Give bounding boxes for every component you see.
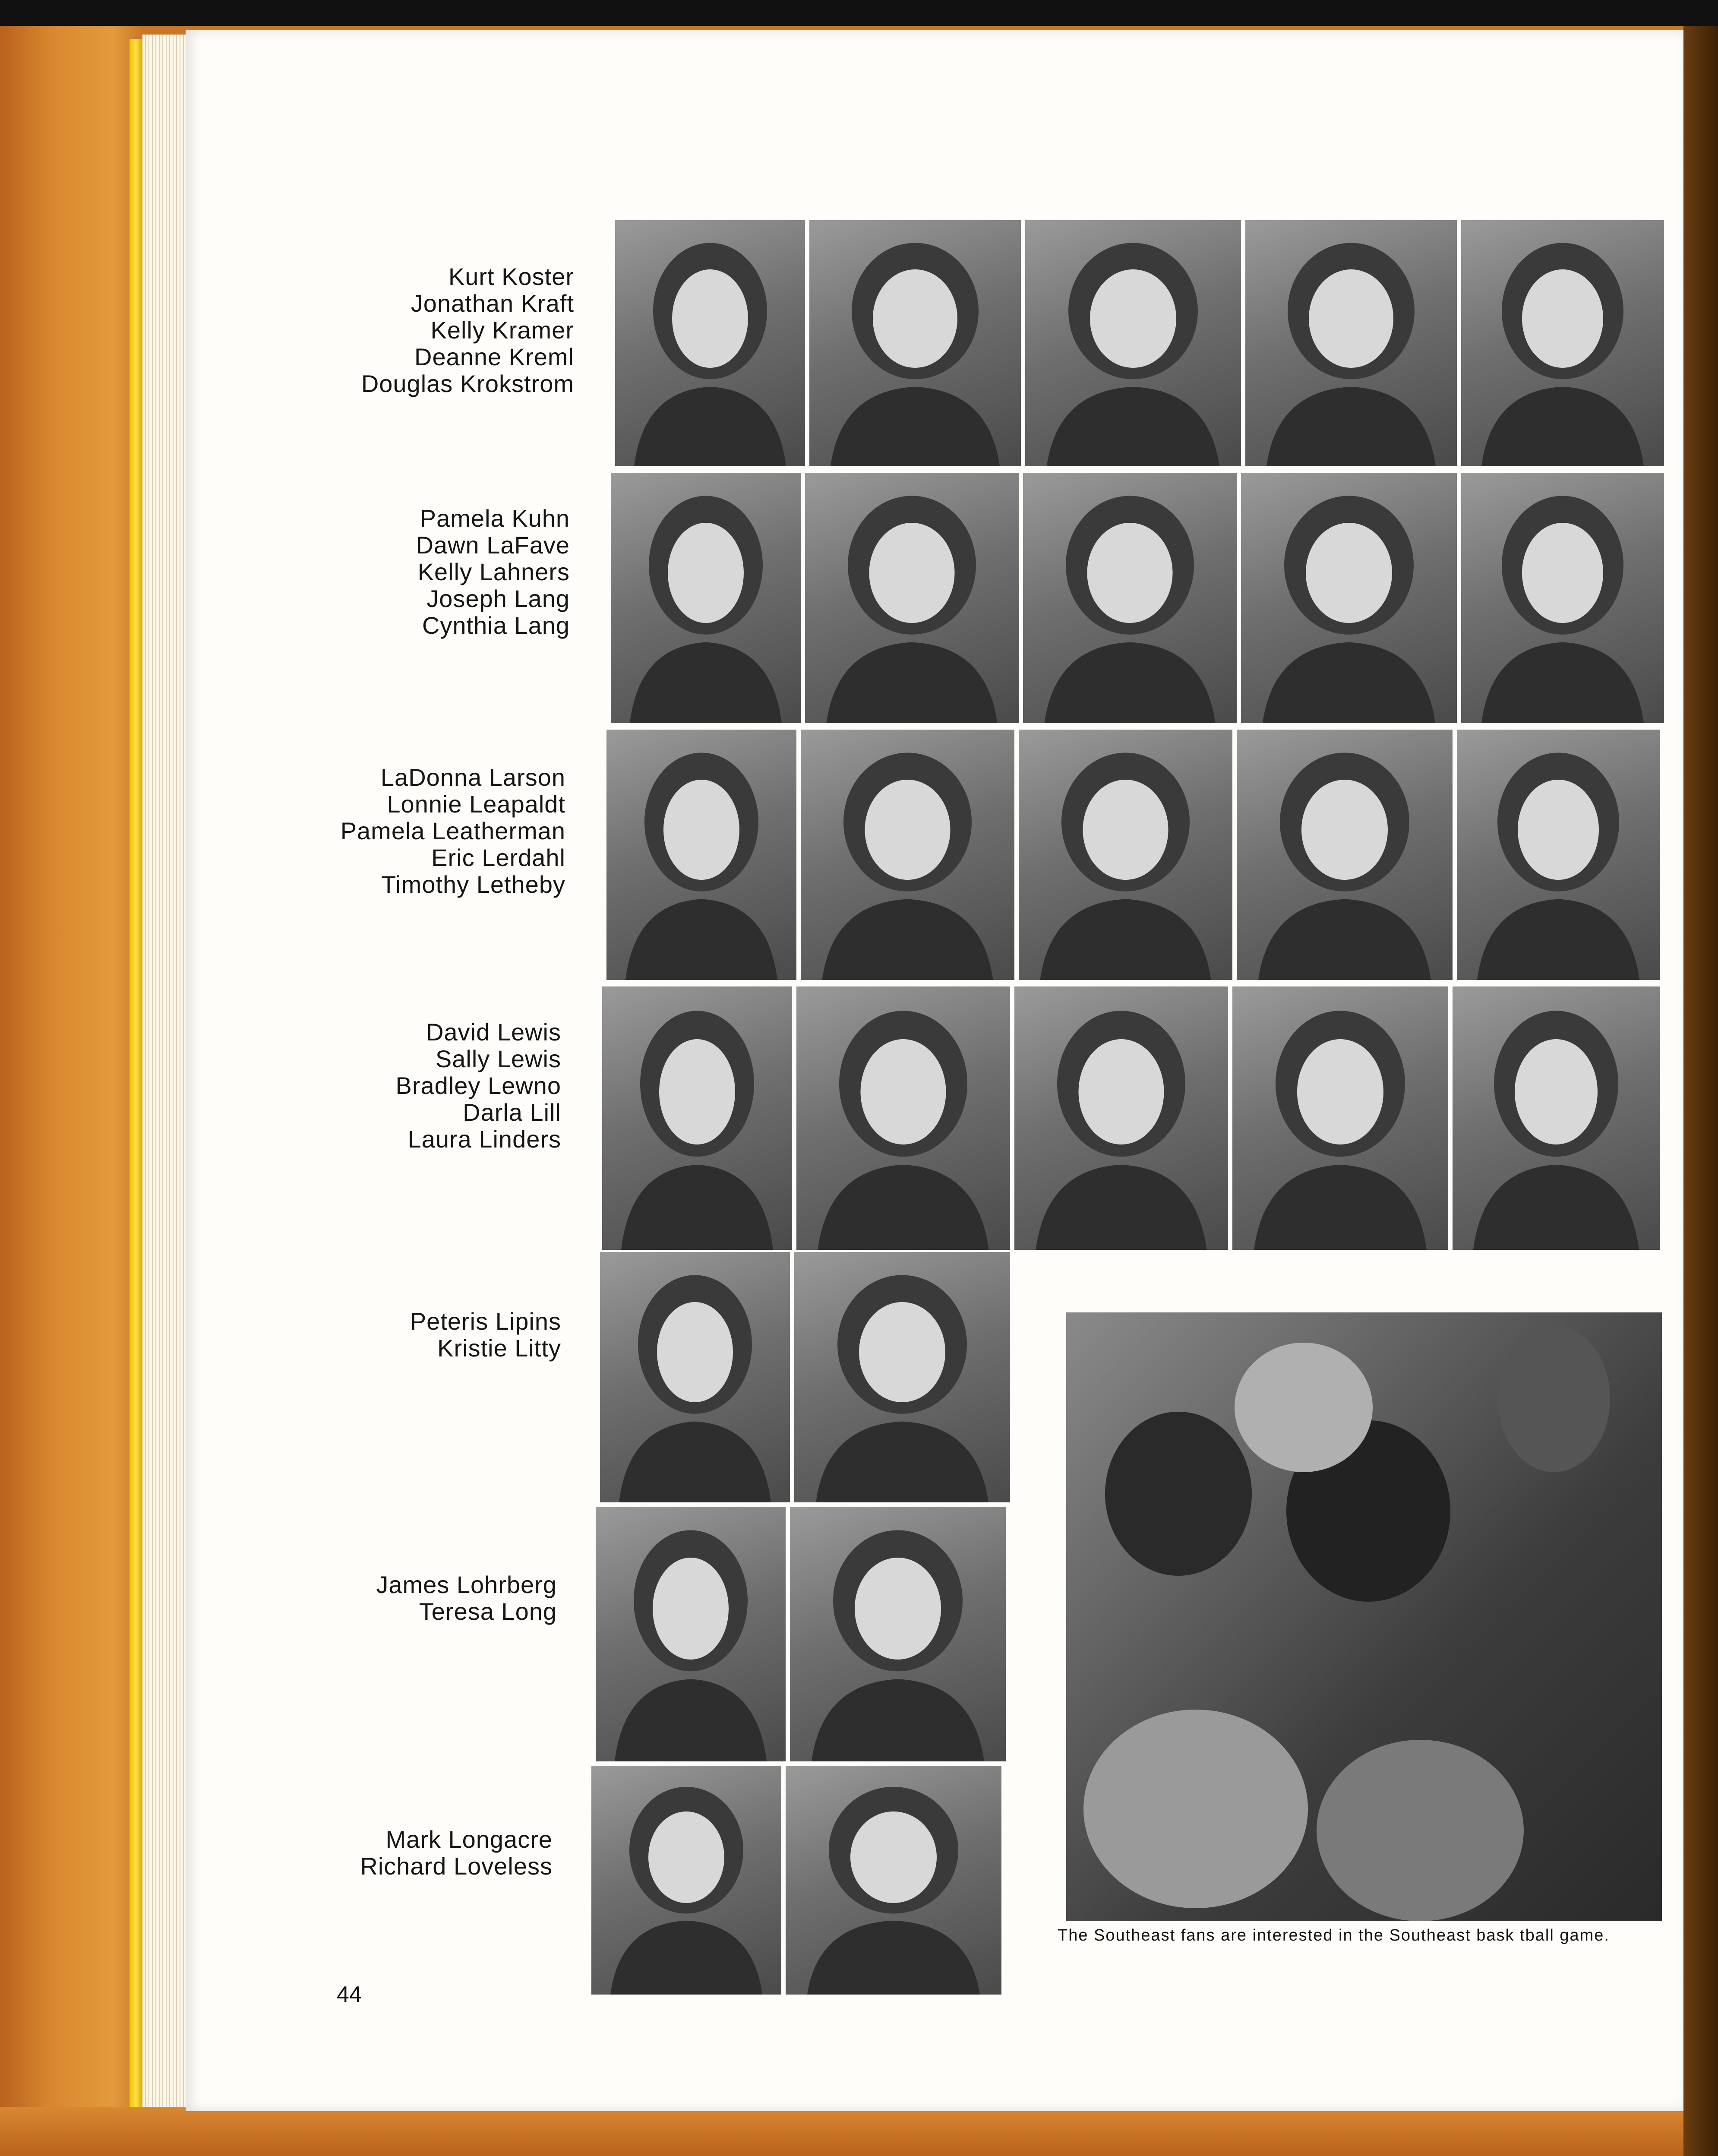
page-edges [142,35,186,2107]
portrait-row-7 [591,1766,1001,1995]
portrait-silhouette [1019,730,1232,980]
portrait-row-4 [602,986,1660,1250]
student-name: Douglas Krokstrom [361,370,574,397]
student-name: Pamela Kuhn [420,505,570,532]
portrait-photo [1025,220,1241,466]
portrait-silhouette [1232,986,1448,1250]
portrait-photo [1023,473,1237,723]
portrait-silhouette [615,220,805,466]
student-name: Kristie Litty [437,1334,561,1362]
names-row-1 [361,263,574,397]
portrait-photo [591,1766,781,1995]
student-name: Darla Lill [463,1099,561,1126]
portrait-silhouette [1023,473,1237,723]
student-name: Timothy Letheby [381,871,565,898]
student-name: Kelly Kramer [430,316,574,344]
portrait-silhouette [602,986,792,1250]
portrait-photo [790,1507,1006,1761]
portrait-silhouette [805,473,1019,723]
portrait-photo [1453,986,1660,1250]
portrait-row-2 [611,473,1664,723]
portrait-silhouette [1461,220,1664,466]
portrait-silhouette [596,1507,786,1761]
portrait-photo [1019,730,1232,980]
portrait-photo [600,1252,790,1502]
portrait-row-5 [600,1252,1010,1502]
portrait-photo [1241,473,1457,723]
right-binding [1683,26,1718,2156]
portrait-silhouette [600,1252,790,1502]
student-name: Teresa Long [419,1598,557,1625]
portrait-row-3 [606,730,1660,980]
page-number: 44 [337,1982,362,2007]
page-edge-marker [129,39,142,2107]
portrait-photo [1232,986,1448,1250]
photo-caption: The Southeast fans are interested in the Southeast bask tball game. [1058,1926,1610,1944]
portrait-photo [1461,473,1664,723]
portrait-silhouette [786,1766,1001,1995]
student-name: Joseph Lang [426,585,570,612]
student-name: LaDonna Larson [380,764,565,791]
portrait-silhouette [1457,730,1660,980]
portrait-photo [1237,730,1453,980]
names-row-5 [410,1308,561,1362]
student-name: Kelly Lahners [417,558,570,585]
portrait-silhouette [1461,473,1664,723]
names-row-4 [396,1019,561,1153]
student-name: David Lewis [426,1018,561,1046]
portrait-photo [794,1252,1010,1502]
student-name: Kurt Koster [448,263,574,290]
portrait-silhouette [794,1252,1010,1502]
student-name: James Lohrberg [376,1571,557,1598]
student-name: Cynthia Lang [422,612,570,639]
student-name: Bradley Lewno [395,1072,561,1099]
portrait-photo [602,986,792,1250]
portrait-silhouette [1014,986,1228,1250]
portrait-silhouette [796,986,1010,1250]
student-name: Mark Longacre [385,1826,553,1853]
student-name: Deanne Kreml [414,343,574,370]
portrait-photo [796,986,1010,1250]
portrait-photo [1461,220,1664,466]
portrait-photo [606,730,796,980]
portrait-silhouette [611,473,801,723]
portrait-photo [615,220,805,466]
student-name: Pamela Leatherman [340,817,565,844]
student-name: Eric Lerdahl [431,844,565,871]
portrait-photo [596,1507,786,1761]
portrait-photo [809,220,1021,466]
portrait-row-6 [596,1507,1006,1761]
portrait-photo [1014,986,1228,1250]
student-name: Dawn LaFave [416,531,570,559]
names-row-2 [416,505,570,639]
portrait-silhouette [1241,473,1457,723]
portrait-silhouette [790,1507,1006,1761]
portrait-photo [1457,730,1660,980]
portrait-row-1 [615,220,1664,466]
names-row-6 [376,1571,557,1625]
portrait-photo [805,473,1019,723]
portrait-silhouette [1245,220,1457,466]
names-row-3 [341,764,565,898]
book-cover-bottom [0,2107,1718,2156]
portrait-silhouette [1025,220,1241,466]
portrait-silhouette [606,730,796,980]
portrait-photo [801,730,1014,980]
portrait-silhouette [1237,730,1453,980]
student-name: Jonathan Kraft [411,290,574,317]
student-name: Peteris Lipins [410,1308,561,1335]
student-name: Laura Linders [407,1125,561,1153]
names-row-7 [360,1826,553,1880]
portrait-silhouette [591,1766,781,1995]
portrait-silhouette [801,730,1014,980]
portrait-silhouette [1453,986,1660,1250]
student-name: Richard Loveless [360,1853,553,1880]
portrait-photo [611,473,801,723]
student-name: Lonnie Leapaldt [387,790,565,818]
student-name: Sally Lewis [435,1045,561,1072]
portrait-photo [1245,220,1457,466]
candid-photo-basketball-fans [1066,1312,1662,1921]
portrait-silhouette [809,220,1021,466]
portrait-photo [786,1766,1001,1995]
